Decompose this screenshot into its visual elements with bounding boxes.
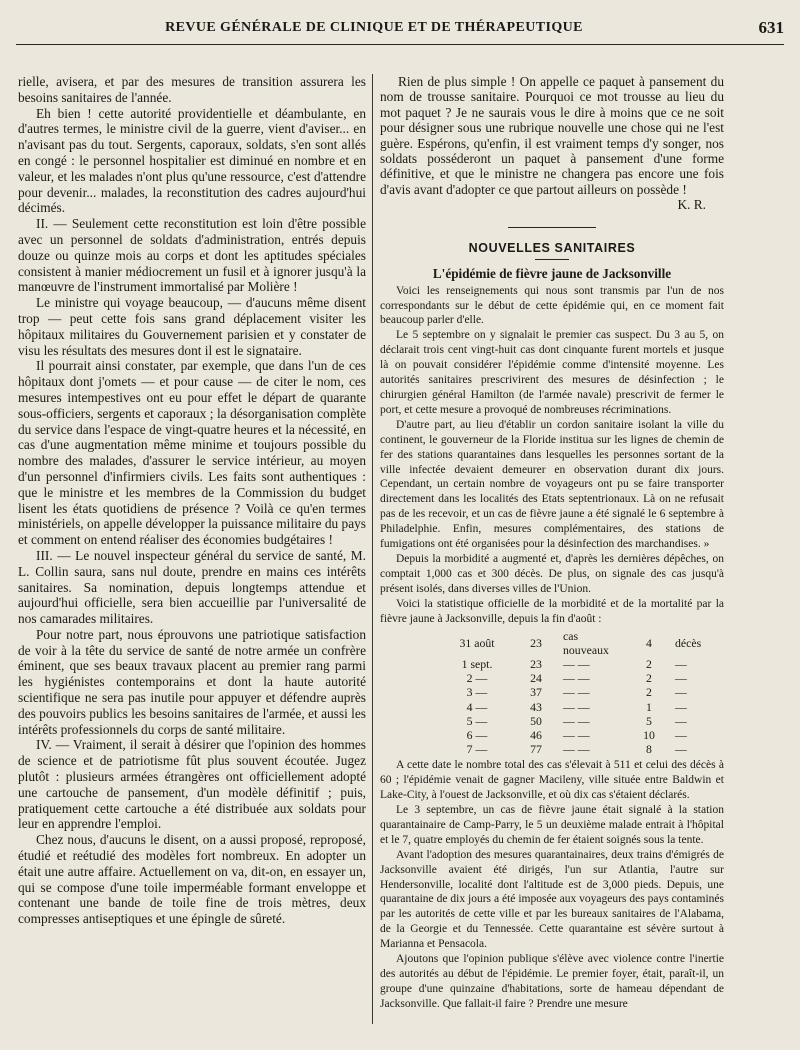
table-row (442, 742, 718, 756)
cases-cell: 43 (530, 699, 542, 714)
table-row (442, 700, 718, 714)
right-column (380, 74, 724, 1012)
paragraph: rielle, avisera, et par des mesures de transition assurera les besoins sanitaires de l'année. (18, 74, 366, 105)
date-cell: 5 — (466, 713, 488, 728)
cases-cell: 77 (530, 742, 542, 757)
date-cell: 7 — (466, 742, 488, 757)
deaths-cell: 4 (646, 635, 652, 650)
paragraph: Avant l'adoption des mesures quarantainaires, deux trains d'émigrés de Jacksonville avaient été dirigés, l'un sur Atlantia, l'autre sur Hendersonville, localité dont l'altitude est de 3,000 pieds. Depuis, une quarantaine de dix jours a été imposée aux voyageurs des pays contaminés par les autorités de cette ville et par les bureaux sanitaires de l'Alabama, de la Georgie et du Tennessée. Cette quarantaine est sévère surtout à Marianna et Pensacola. (380, 848, 724, 951)
cases-label-cell: — — (563, 685, 590, 700)
deaths-label-cell: — (675, 699, 687, 714)
paragraph: Eh bien ! cette autorité providentielle et déambulante, en d'autres termes, le ministre civil de la guerre, vient d'aviser... en n'avisant pas du tout. Sergents, caporaux, soldats, s'en sont allés en congé : le personnel hospitalier est diminué en nombre et en valeur, et les malades n'ont plus qu'une ressource, c'est d'attendre pour devenir... malades, la reconstitution des cadres aujourd'hui décimés. (18, 105, 366, 216)
cases-label-cell: cas nouveaux (563, 628, 609, 657)
deaths-cell: 8 (646, 742, 652, 757)
paragraph: IV. — Vraiment, il serait à désirer que l'opinion des hommes de science et de patriotisme fût plus souvent écoutée. Jugez plutôt : plusieurs armées étrangères ont officiellement adopté une cartouche de pansement, d'un modèle définitif ; puis, pratiquement cette cartouche a été distribuée aux soldats pour leur en apprendre l'emploi. (18, 737, 366, 832)
cases-label-cell: — — (563, 699, 590, 714)
signature-line (380, 197, 724, 212)
statistics-table (442, 629, 718, 757)
date-cell: 2 — (466, 671, 488, 686)
article-body (380, 284, 724, 1012)
deaths-cell: 2 (646, 685, 652, 700)
paragraph: Le 3 septembre, un cas de fièvre jaune était signalé à la station quarantainaire de Camp-Parry, le 5 un deuxième malade entrait à l'hôpital et le 7, quatre employés du chemin de fer étaient soignés sous la tente. (380, 804, 724, 846)
deaths-cell: 1 (646, 699, 652, 714)
table-row (442, 685, 718, 699)
deaths-cell: 2 (646, 656, 652, 671)
author-signature: K. R. (677, 197, 706, 213)
table-row (442, 714, 718, 728)
paragraph: II. — Seulement cette reconstitution est loin d'être possible avec un personnel de soldats d'administration, entrés depuis douze ou quinze mois au corps et dont les aptitudes spéciales consistent à manier médiocrement un fusil et à ignorer jusqu'à la manœuvre de l'instrument immortalisé par Molière ! (18, 216, 366, 295)
paragraph: III. — Le nouvel inspecteur général du service de santé, M. L. Collin saura, sans nul doute, prendre en mains ces intérêts sanitaires. Sa nomination, depuis longtemps attendue et aujourd'hui officielle, sera bien accueillie par l'universalité de nos camarades militaires. (18, 547, 366, 627)
deaths-cell: 2 (646, 671, 652, 686)
paragraph: Depuis la morbidité a augmenté et, d'après les dernières dépêches, on comptait 1,000 cas et 300 décès. De plus, on signale des cas jusqu'à présent isolés, dans diverses villes de l'Union. (380, 552, 724, 595)
paragraph: Il pourrait ainsi constater, par exemple, que dans l'un de ces hôpitaux dont j'omets — et pour cause — de citer le nom, ces mesures intempestives ont eu pour effet le départ de quarante sous-officiers, sergents et caporaux ; la désorganisation complète du service dans l'espace de vingt-quatre heures et la nécessité, en cas d'une augmentation même minime et toujours possible du nombre des malades, d'assurer le service intérieur, au moyen d'un personnel d'infirmiers civils. Les faits sont authentiques : que le ministre et les membres de la Commission du budget lisent les états quotidiens de présence ? Voilà ce qu'en termes ministériels, on appelle développer la puissance militaire du pays et comment on entend réaliser des économies budgétaires ! (18, 358, 366, 548)
paragraph: Voici la statistique officielle de la morbidité et de la mortalité par la fièvre jaune à Jacksonville, depuis la fin d'août : (380, 597, 724, 625)
date-cell: 4 — (466, 699, 488, 714)
deaths-cell: 10 (643, 727, 655, 742)
page-number: 631 (758, 18, 784, 37)
section-title: NOUVELLES SANITAIRES (380, 227, 724, 260)
paragraph: Voici les renseignements qui nous sont transmis par l'un de nos correspondants sur le début de cette épidémie qui, en ce moment fait beaucoup parler d'elle. (380, 284, 724, 327)
left-column (18, 74, 366, 927)
cases-cell: 24 (530, 671, 542, 686)
cases-cell: 23 (530, 635, 542, 650)
cases-cell: 37 (530, 685, 542, 700)
cases-label-cell: — — (563, 727, 590, 742)
date-cell: 6 — (466, 727, 488, 742)
deaths-label-cell: — (675, 742, 687, 757)
article-title: L'épidémie de fièvre jaune de Jacksonville (432, 265, 672, 281)
deaths-label-cell: — (675, 656, 687, 671)
cases-label-cell: — — (563, 742, 590, 757)
date-cell: 31 août (459, 635, 495, 650)
deaths-cell: 5 (646, 713, 652, 728)
paragraph: Le ministre qui voyage beaucoup, — d'aucuns même disent trop — peut cette fois sans grand déplacement visiter les hôpitaux militaires du Gouvernement parisien et y constater de visu les résultats des mesures dont il est le signataire. (18, 295, 366, 358)
deaths-label-cell: décès (675, 635, 702, 650)
paragraph: Rien de plus simple ! On appelle ce paquet à pansement du nom de trousse sanitaire. Pourquoi ce mot trousse au lieu du mot paquet ? Je ne saurais vous le dire à moins que ce ne soit pour désigner sous une rubrique nouvelle une chose qui ne l'est guère. Espérons, qu'enfin, il est vraiment temps d'y songer, nos soldats posséderont un paquet à pansement d'une forme définitive, et que le ministre ne changera pas encore une fois d'avis avant d'adopter ce que partout ailleurs on possède ! (380, 74, 724, 197)
cases-cell: 23 (530, 656, 542, 671)
paragraph: Pour notre part, nous éprouvons une patriotique satisfaction de voir à la tête du service de santé de notre armée un confrère éminent, que ses beaux travaux placent au premier rang parmi les hygiénistes contemporains et dont la haute autorité scientifique ne sera pas inutile pour appuyer et défendre auprès des pouvoirs publics les besoins sanitaires de l'armée, et aussi les intérêts professionnels du corps de santé militaire. (18, 626, 366, 737)
date-cell: 1 sept. (461, 656, 493, 671)
cases-label-cell: — — (563, 656, 590, 671)
date-cell: 3 — (466, 685, 488, 700)
deaths-label-cell: — (675, 685, 687, 700)
table-row (442, 671, 718, 685)
paragraph: Ajoutons que l'opinion publique s'élève avec violence contre l'inertie des autorités au début de l'épidémie. Le premier foyer, était, paraît-il, un groupe d'une quinzaine d'habitations, sorte de hameau dépendant de Jacksonville. Que fallait-il faire ? Prendre une mesure (380, 953, 724, 1010)
paragraph: A cette date le nombre total des cas s'élevait à 511 et celui des décès à 60 ; l'épidémie venait de gagner Macileny, ville située entre Baldwin et Lake-City, à l'ouest de Jacksonville, et où dix cas s'étaient déclarés. (380, 759, 724, 802)
deaths-label-cell: — (675, 727, 687, 742)
paragraph: Le 5 septembre on y signalait le premier cas suspect. Du 3 au 5, on déclarait trois cent vingt-huit cas dont cinquante furent mortels et jusque là on pouvait considérer l'épidémie comme d'intensité moyenne. Les autorités sanitaires prescrivirent des mesures de désinfection ; le chirurgien général Hamilton (de l'armée navale) prescrivit de fermer le port, et cette mesure a provoqué de nombreuses récriminations. (380, 329, 724, 416)
table-row (442, 728, 718, 742)
column-divider (372, 74, 373, 1024)
paragraph: D'autre part, au lieu d'établir un cordon sanitaire isolant la ville du continent, le gouverneur de la Floride institua sur les lignes de chemin de fer des stations quarantaines dans lesquelles les personnes sortant de la ville infectée devaient demeurer en observation durant dix jours. Cependant, un certain nombre de voyageurs ont pu se faire transporter directement dans les localités des Etats septentrionaux. Là on ne refusait pas de les recevoir, et un cas de fièvre jaune a été signalé le 6 septembre à Philadelphie. Enfin, mesures complémentaires, des stations de fumigations ont été organisées pour la désinfection des marchandises. » (380, 418, 724, 551)
running-header (16, 18, 784, 45)
journal-title: REVUE GÉNÉRALE DE CLINIQUE ET DE THÉRAPEUTIQUE (165, 20, 583, 35)
paragraph: Chez nous, d'aucuns le disent, on a aussi proposé, reproposé, étudié et reétudié des modèles fort nombreux. En adopter un était une autre affaire. Actuellement on va, dit-on, en essayer un, qui se compose d'une toile imperméable formant enveloppe et contenant une bande de toile fine de trois mètres, deux compresses antiseptiques et une épingle de sûreté. (18, 832, 366, 927)
cases-cell: 50 (530, 713, 542, 728)
cases-cell: 46 (530, 727, 542, 742)
table-row (442, 657, 718, 671)
deaths-label-cell: — (675, 713, 687, 728)
table-row (442, 629, 718, 657)
cases-label-cell: — — (563, 671, 590, 686)
deaths-label-cell: — (675, 671, 687, 686)
cases-label-cell: — — (563, 713, 590, 728)
